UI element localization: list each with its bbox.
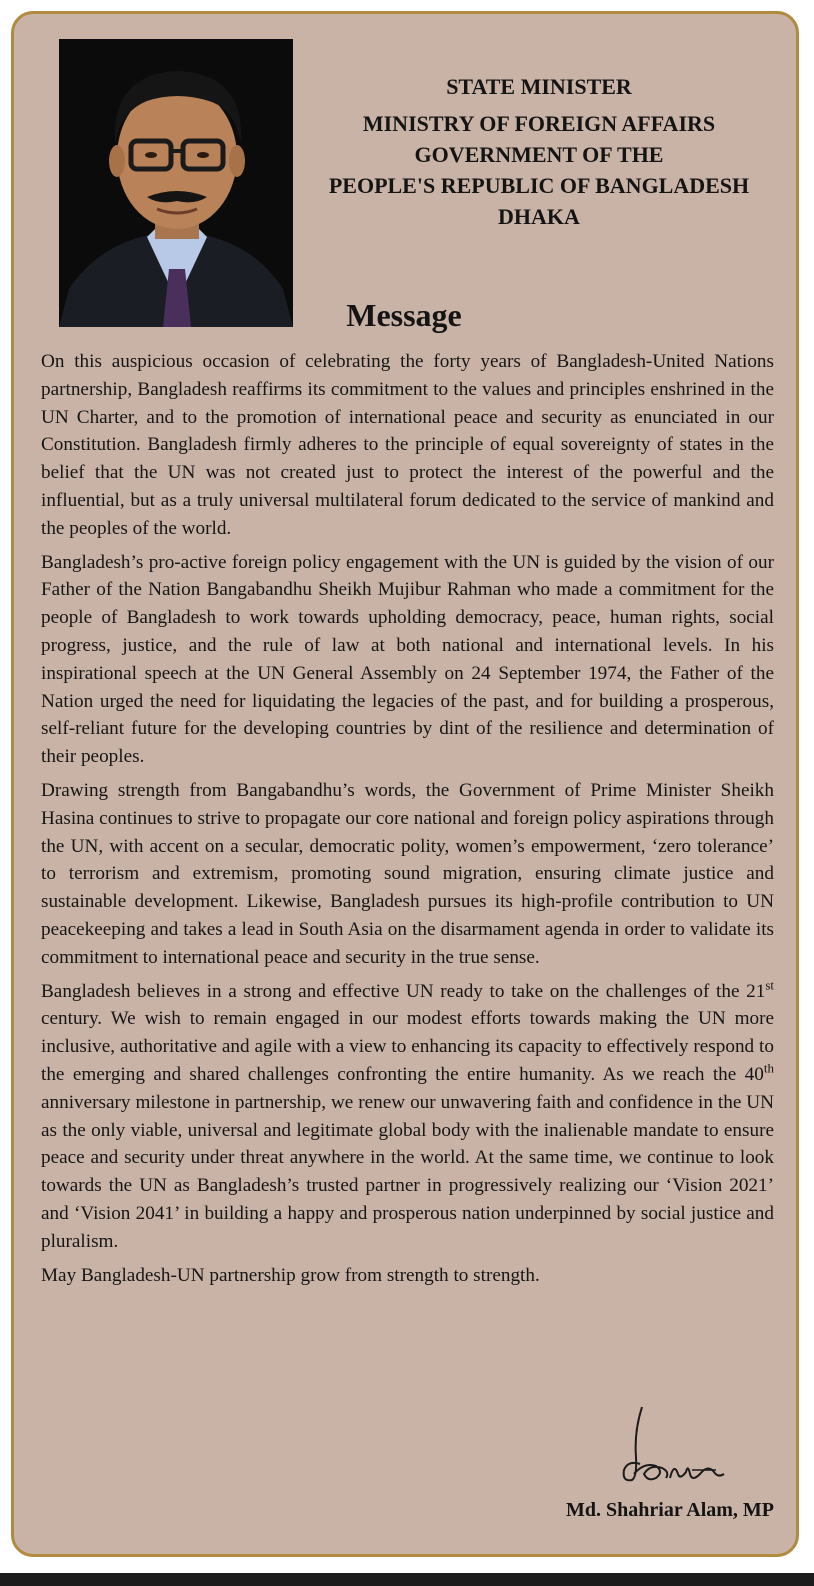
paragraph-5: May Bangladesh-UN partnership grow from strength to strength. [41, 1264, 540, 1286]
letterhead-ministry: MINISTRY OF FOREIGN AFFAIRS [362, 111, 716, 136]
bottom-edge [0, 1573, 814, 1586]
letterhead-government: GOVERNMENT OF THE [414, 142, 664, 167]
signer-name: Md. Shahriar Alam, MP [566, 1499, 774, 1521]
message-body [41, 348, 774, 1295]
message-heading: Message [346, 297, 462, 333]
paragraph-1: On this auspicious occasion of celebrating the forty years of Bangladesh-United Nations partnership, Bangladesh reaffirms its commitment to the values and principles enshrined in the UN Charter, and to the promotion of international peace and security as enunciated in our Constitution. Bangladesh firmly adheres to the principle of equal sovereignty of states in the belief that the UN was not created just to protect the interest of the powerful and the influential, but as a truly universal multilateral forum dedicated to the service of mankind and the peoples of the world. [41, 351, 774, 539]
message-card [11, 11, 799, 1557]
letterhead-country: PEOPLE'S REPUBLIC OF BANGLADESH [328, 173, 750, 198]
handwritten-signature [604, 1402, 734, 1492]
letterhead-city: DHAKA [498, 204, 580, 229]
letterhead [304, 74, 774, 232]
letterhead-title: STATE MINISTER [446, 74, 632, 99]
paragraph-3: Drawing strength from Bangabandhu’s words, the Government of Prime Minister Sheikh Hasina continues to strive to propagate our core national and foreign policy aspirations through the UN, with accent on a secular, democratic polity, women’s empowerment, ‘zero tolerance’ to terrorism and extremism, promoting sound migration, ensuring climate justice and sustainable development. Likewise, Bangladesh pursues its high-profile contribution to UN peacekeeping and takes a lead in South Asia on the disarmament agenda in order to validate its commitment to international peace and security in the true sense. [41, 779, 774, 968]
superscript-st: st [765, 977, 774, 993]
paragraph-4-part-a: Bangladesh believes in a strong and effective UN ready to take on the challenges of the 21 [41, 980, 766, 1002]
minister-portrait [59, 39, 293, 327]
paragraph-4-part-b: century. We wish to remain engaged in our modest efforts towards making the UN more inclusive, authoritative and agile with a view to enhancing its capacity to effectively respond to the emerging and shared challenges confronting the entire humanity. As we reach the 40 [41, 1008, 774, 1085]
paragraph-2: Bangladesh’s pro-active foreign policy engagement with the UN is guided by the vision of our Father of the Nation Bangabandhu Sheikh Mujibur Rahman who made a commitment for the people of Bangladesh to work towards upholding democracy, peace, human rights, social progress, justice, and the rule of law at both national and international levels. In his inspirational speech at the UN General Assembly on 24 September 1974, the Father of the Nation urged the need for liquidating the legacies of the past, and for building a prosperous, self-reliant future for the developing countries by dint of the resilience and determination of their peoples. [41, 551, 774, 768]
paragraph-4-part-c: anniversary milestone in partnership, we renew our unwavering faith and confidence in the UN as the only viable, universal and legitimate global body with the inalienable mandate to ensure peace and security under threat anywhere in the world. At the same time, we continue to look towards the UN as Bangladesh’s trusted partner in progressively realizing our ‘Vision 2021’ and ‘Vision 2041’ in building a happy and prosperous nation underpinned by social justice and pluralism. [41, 1091, 774, 1252]
superscript-th: th [763, 1060, 774, 1076]
paragraph-4 [41, 978, 774, 1256]
